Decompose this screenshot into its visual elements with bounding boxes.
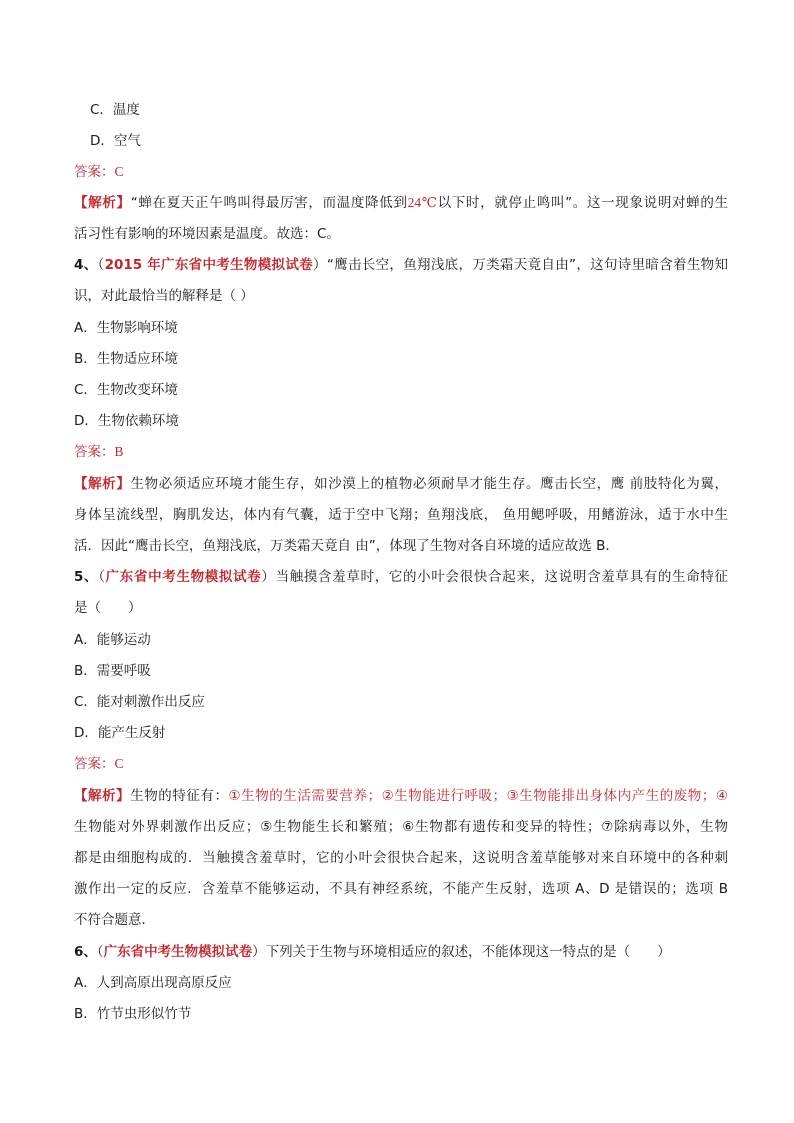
paren: （ (96, 944, 104, 960)
q3-analysis-line-1 (74, 191, 728, 215)
paren: ） (313, 257, 327, 273)
q5-analysis-line-5: 不符合题意． (74, 912, 155, 928)
analysis-list: ①生物的生活需要营养；②生物能进行呼吸；③生物能排出身体内产生的废物；④ (228, 788, 729, 804)
q5-option-d: D．能产生反射 (74, 725, 166, 741)
question-source: 广东省中考生物模拟试卷 (105, 569, 262, 585)
q4-option-b: B．生物适应环境 (74, 351, 178, 367)
question-number: 4、 (74, 257, 98, 273)
q4-analysis-line-3: 活．因此“鹰击长空，鱼翔浅底，万类霜天竟自 由”，体现了生物对各自环境的适应故选 B． (74, 538, 619, 554)
analysis-tag: 【解析】 (74, 195, 131, 211)
q4-analysis-line-1 (74, 472, 728, 496)
q6-option-a: A．人到高原出现高原反应 (74, 975, 232, 991)
q3-option-c: C．温度 (90, 102, 140, 118)
analysis-text: “蝉在夏天正午鸣叫得最厉害，而温度降低到 (130, 195, 408, 211)
q4-option-c: C．生物改变环境 (74, 382, 178, 398)
question-number: 5、 (74, 569, 99, 585)
analysis-tag: 【解析】 (74, 476, 131, 492)
q5-option-a: A．能够运动 (74, 632, 151, 648)
paren: ） (252, 944, 266, 960)
temperature-value: 24℃ (407, 195, 438, 210)
q4-stem-line-2: 识，对此最恰当的解释是（ ） (74, 288, 254, 304)
q6-stem-line-1 (74, 940, 728, 964)
q3-answer: 答案：C (74, 164, 124, 179)
q5-analysis-line-2: 生物能对外界刺激作出反应；⑤生物能生长和繁殖；⑥生物都有遗传和变异的特性；⑦除病毒以外，生物 (74, 819, 728, 835)
q6-option-b: B．竹节虫形似竹节 (74, 1006, 192, 1022)
analysis-text: 以下时，就停止鸣叫”。这一现象说明对蝉的生 (437, 195, 729, 211)
q4-answer: 答案：B (74, 444, 124, 459)
paren: ） (261, 569, 276, 585)
q5-option-b: B．需要呼吸 (74, 663, 151, 679)
q5-analysis-line-4: 激作出一定的反应．含羞草不能够运动，不具有神经系统，不能产生反射，选项 A、D 是错误的；选项 B (74, 881, 728, 897)
analysis-tag: 【解析】 (74, 788, 131, 804)
q3-option-d: D．空气 (90, 133, 141, 149)
paren: （ (98, 569, 106, 585)
paren: （ (97, 257, 105, 273)
q4-analysis-line-2: 身体呈流线型，胸肌发达，体内有气囊，适于空中飞翔；鱼翔浅底， 鱼用鳃呼吸，用鳍游泳，适于水中生 (74, 507, 728, 523)
q5-analysis-line-3: 都是由细胞构成的．当触摸含羞草时，它的小叶会很快合起来，这说明含羞草能够对来自环境中的各种刺 (74, 850, 728, 866)
question-source: 广东省中考生物模拟试卷 (103, 944, 253, 960)
q4-option-a: A．生物影响环境 (74, 320, 178, 336)
analysis-text: 生物必须适应环境才能生存，如沙漠上的植物必须耐旱才能生存。鹰击长空，鹰 前肢特化为翼， (130, 476, 728, 492)
question-stem: 当触摸含羞草时，它的小叶会很快合起来，这说明含羞草具有的生命特征 (275, 569, 729, 585)
q5-answer: 答案：C (74, 756, 124, 771)
q4-option-d: D．生物依赖环境 (74, 413, 179, 429)
q5-stem-line-2: 是（ ） (74, 600, 142, 616)
question-stem: “鹰击长空，鱼翔浅底，万类霜天竟自由”，这句诗里暗含着生物知 (326, 257, 728, 273)
question-number: 6、 (74, 944, 97, 960)
analysis-text: 生物的特征有： (130, 788, 229, 804)
q5-stem-line-1 (74, 565, 728, 589)
q3-analysis-line-2: 活习性有影响的环境因素是温度。故选：C。 (74, 226, 340, 242)
question-stem: 下列关于生物与环境相适应的叙述，不能体现这一特点的是（ ） (265, 944, 671, 960)
q5-analysis-line-1 (74, 784, 728, 808)
q4-stem-line-1 (74, 253, 728, 277)
q5-option-c: C．能对刺激作出反应 (74, 694, 205, 710)
question-source: 2015 年广东省中考生物模拟试卷 (104, 257, 313, 273)
